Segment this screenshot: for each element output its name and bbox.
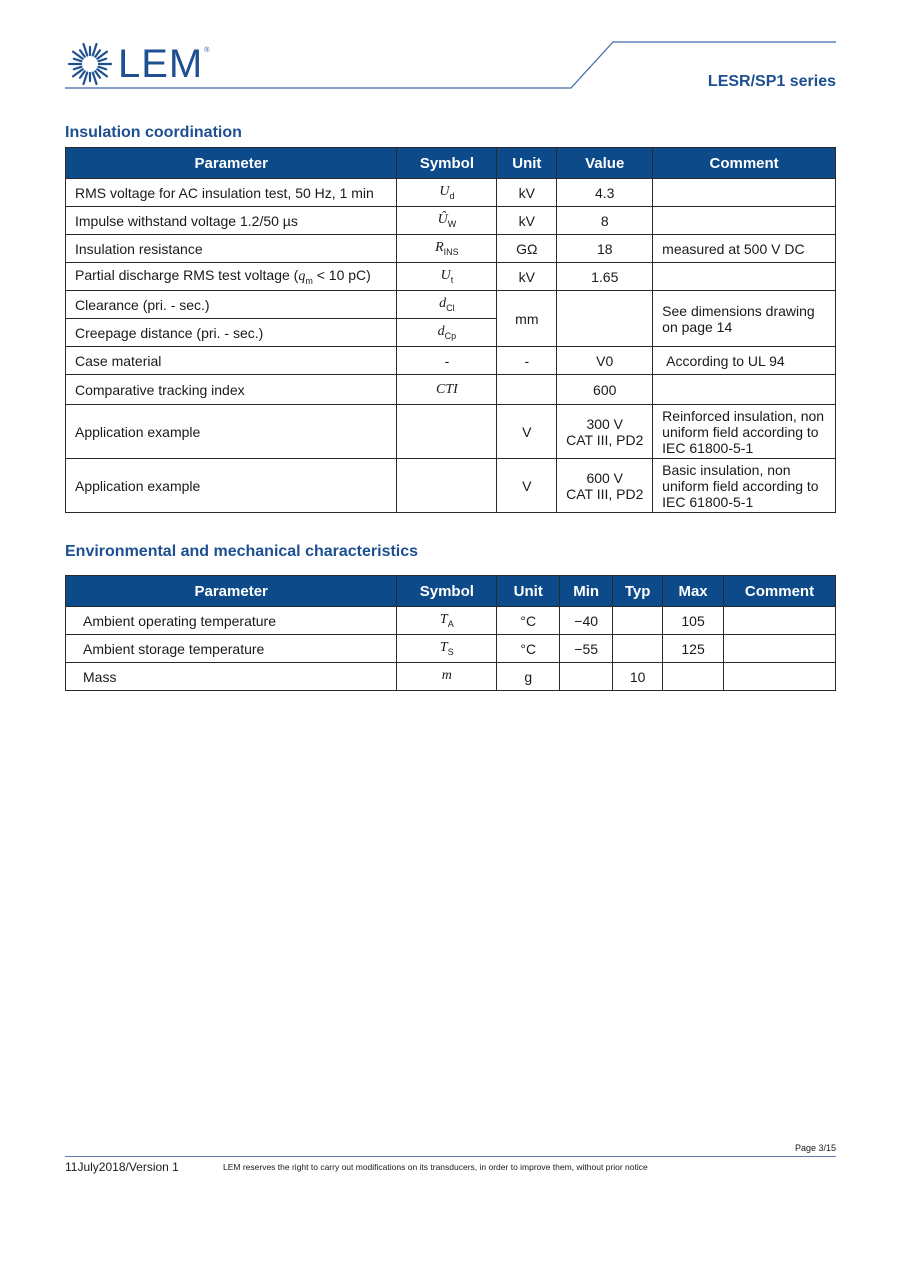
comment-cell [653, 179, 836, 207]
comment-cell: Basic insulation, non uniform field according to IEC 61800-5-1 [653, 459, 836, 513]
comment-cell [653, 263, 836, 291]
value-cell: 18 [557, 235, 653, 263]
unit-cell: V [497, 405, 557, 459]
typ-cell: 10 [613, 663, 663, 691]
comment-cell [724, 663, 836, 691]
max-cell: 125 [663, 635, 724, 663]
comment-cell: measured at 500 V DC [653, 235, 836, 263]
symbol-cell: $d_{Cl}$ [397, 291, 497, 319]
value-cell: 4.3 [557, 179, 653, 207]
param-cell: Ambient storage temperature [66, 635, 397, 663]
unit-cell: V [497, 459, 557, 513]
unit-cell [497, 375, 557, 405]
col-header-max: Max [663, 576, 724, 607]
table-row [66, 405, 836, 459]
col-header-parameter: Parameter [66, 576, 397, 607]
table-row [66, 459, 836, 513]
col-header-symbol: Symbol [397, 576, 497, 607]
table-row [66, 347, 836, 375]
symbol-cell: $Û_W$ [397, 207, 497, 235]
value-cell: 600 V CAT III, PD2 [557, 459, 653, 513]
min-cell: −40 [560, 607, 613, 635]
col-header-unit: Unit [497, 576, 560, 607]
col-header-comment: Comment [653, 148, 836, 179]
param-cell: Case material [66, 347, 397, 375]
symbol-cell: $R_{INS}$ [397, 235, 497, 263]
max-cell: 105 [663, 607, 724, 635]
param-cell: Application example [66, 405, 397, 459]
comment-cell [653, 207, 836, 235]
unit-cell: kV [497, 263, 557, 291]
col-header-comment: Comment [724, 576, 836, 607]
product-series: LESR/SP1 series [707, 73, 836, 90]
table-header-row [66, 576, 836, 607]
comment-cell [724, 635, 836, 663]
unit-cell: - [497, 347, 557, 375]
symbol-cell: - [397, 347, 497, 375]
value-cell: 300 V CAT III, PD2 [557, 405, 653, 459]
environmental-table [65, 575, 836, 691]
param-cell: Clearance (pri. - sec.) [66, 291, 397, 319]
value-cell: V0 [557, 347, 653, 375]
footer-divider [65, 1156, 836, 1157]
table-header-row [66, 148, 836, 179]
param-cell: Mass [66, 663, 397, 691]
typ-cell [613, 607, 663, 635]
table-row [66, 607, 836, 635]
table-row [66, 635, 836, 663]
table-row [66, 235, 836, 263]
param-cell: Creepage distance (pri. - sec.) [66, 319, 397, 347]
footer-disclaimer: LEM reserves the right to carry out modifications on its transducers, in order to improve them, without prior notice [223, 1162, 648, 1172]
param-cell: Partial discharge RMS test voltage ($q_m < 10$ pC) [66, 263, 397, 291]
table-row [66, 663, 836, 691]
table-row [66, 207, 836, 235]
typ-cell [613, 635, 663, 663]
table-row [66, 291, 836, 319]
param-cell: Comparative tracking index [66, 375, 397, 405]
sunburst-icon [66, 40, 114, 88]
symbol-cell [397, 405, 497, 459]
comment-cell: Reinforced insulation, non uniform field according to IEC 61800-5-1 [653, 405, 836, 459]
param-cell: Application example [66, 459, 397, 513]
unit-cell: °C [497, 607, 560, 635]
symbol-cell: $T_S$ [397, 635, 497, 663]
value-cell: 8 [557, 207, 653, 235]
col-header-parameter: Parameter [66, 148, 397, 179]
unit-cell: kV [497, 179, 557, 207]
logo-text: LEM [118, 42, 204, 86]
registered-mark: ® [204, 46, 210, 54]
symbol-cell: $T_A$ [397, 607, 497, 635]
table-row [66, 179, 836, 207]
unit-cell: °C [497, 635, 560, 663]
symbol-cell: CTI [397, 375, 497, 405]
comment-cell [653, 375, 836, 405]
section-title-insulation: Insulation coordination [65, 124, 242, 141]
unit-cell: GΩ [497, 235, 557, 263]
param-cell: RMS voltage for AC insulation test, 50 Hz, 1 min [66, 179, 397, 207]
unit-cell: g [497, 663, 560, 691]
table-row [66, 375, 836, 405]
param-cell: Ambient operating temperature [66, 607, 397, 635]
min-cell [560, 663, 613, 691]
col-header-typ: Typ [613, 576, 663, 607]
insulation-table [65, 147, 836, 513]
comment-cell [724, 607, 836, 635]
section-title-environmental: Environmental and mechanical characteristics [65, 543, 419, 560]
symbol-cell [397, 459, 497, 513]
comment-cell: See dimensions drawing on page 14 [653, 291, 836, 347]
symbol-cell: $U_d$ [397, 179, 497, 207]
page-number: Page 3/15 [794, 1143, 836, 1153]
col-header-min: Min [560, 576, 613, 607]
param-cell: Impulse withstand voltage 1.2/50 µs [66, 207, 397, 235]
col-header-value: Value [557, 148, 653, 179]
col-header-unit: Unit [497, 148, 557, 179]
symbol-cell: m [397, 663, 497, 691]
param-cell: Insulation resistance [66, 235, 397, 263]
table-row [66, 263, 836, 291]
value-cell: 600 [557, 375, 653, 405]
symbol-cell: $U_t$ [397, 263, 497, 291]
value-cell: 1.65 [557, 263, 653, 291]
comment-cell: According to UL 94 [653, 347, 836, 375]
value-cell [557, 291, 653, 347]
footer-date-version: 11July2018/Version 1 [65, 1160, 179, 1174]
min-cell: −55 [560, 635, 613, 663]
col-header-symbol: Symbol [397, 148, 497, 179]
lem-logo [66, 40, 209, 88]
symbol-cell: $d_{Cp}$ [397, 319, 497, 347]
unit-cell: mm [497, 291, 557, 347]
unit-cell: kV [497, 207, 557, 235]
max-cell [663, 663, 724, 691]
